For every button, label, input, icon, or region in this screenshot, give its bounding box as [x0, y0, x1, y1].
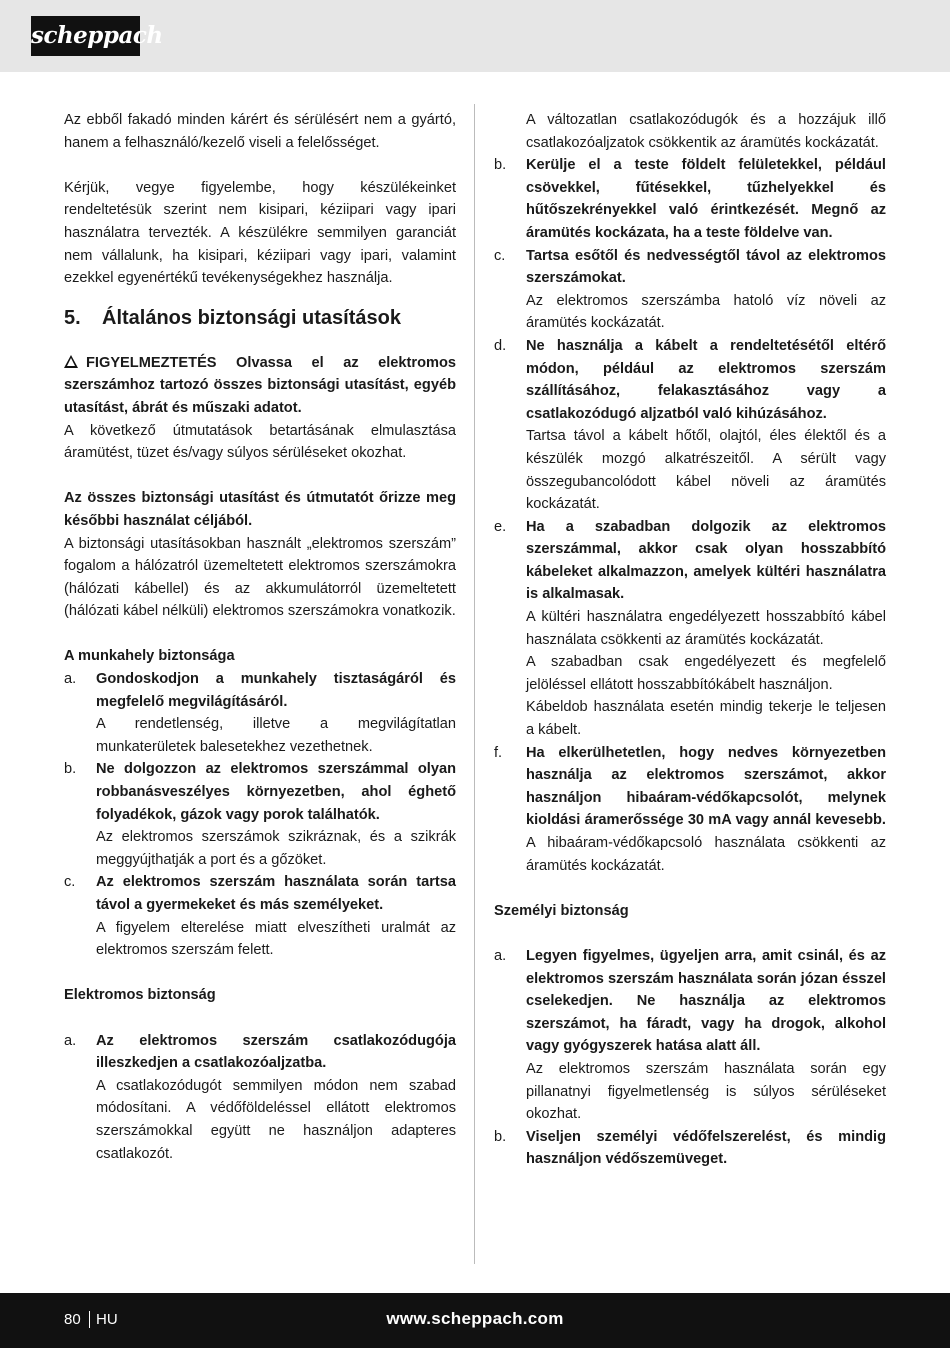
section-heading — [64, 304, 456, 332]
list-item-bold: Kerülje el a teste földelt felületekkel, például csövekkel, fűtésekkel, tűzhelyekkel és hűtőszekrényekkel való érintkezését. Megnő az áramütés kockázata, ha a teste földelve van. — [526, 157, 886, 241]
list-item — [494, 1126, 886, 1171]
right-column — [494, 109, 886, 1171]
page-header — [0, 0, 950, 72]
list-item — [494, 945, 886, 1126]
list-marker: b. — [64, 761, 77, 778]
keep-instructions-text: A biztonsági utasításokban használt „elektromos szerszám” fogalom a hálózatról üzemeltetett elektromos szerszámokra (hálózati kábellel) és az akkumulátorról üzemeltetett (hálózati kábel nélküli) elektromos szerszámokra vonatkozik. — [64, 535, 456, 620]
list-marker: f. — [494, 744, 503, 761]
section-number: 5. — [64, 306, 81, 329]
list-item-text: A szabadban csak engedélyezett és megfelelő jelöléssel ellátott hosszabbítókábelt használjon. — [526, 654, 886, 693]
electrical-heading: Elektromos biztonság — [64, 987, 216, 1004]
list-item-bold: Ne dolgozzon az elektromos szerszámmal olyan robbanásveszélyes környezetben, ahol éghető folyadékok, gázok vagy porok találhatók. — [96, 761, 456, 823]
warning-bold-text: FIGYELMEZTETÉS Olvassa el az elektromos szerszámhoz tartozó összes biztonsági utasítást, egyéb utasítást, ábrát és műszaki adatot. — [64, 354, 456, 416]
list-item — [64, 871, 456, 961]
list-item — [494, 154, 886, 244]
page-number: 80 — [64, 1311, 81, 1328]
list-item-text: A hibaáram-védőkapcsoló használata csökkenti az áramütés kockázatát. — [526, 835, 886, 874]
list-item-mixed — [526, 742, 886, 878]
keep-instructions-bold: Az összes biztonsági utasítást és útmutatót őrizze meg későbbi használat céljából. — [64, 490, 456, 529]
list-marker: c. — [494, 247, 506, 264]
list-item-bold: Viseljen személyi védőfelszerelést, és mindig használjon védőszemüveget. — [526, 1128, 886, 1168]
list-item-text: Kábeldob használata esetén mindig tekerje le teljesen a kábelt. — [526, 699, 886, 739]
list-item — [494, 516, 886, 742]
list-item-bold: Ne használja a kábelt a rendeltetésétől eltérő módon, például az elektromos szerszám szállításához, felakasztásához vagy a csatlakozódugó aljzatból való kihúzásához. — [526, 337, 886, 422]
column-divider — [474, 104, 475, 1264]
list-marker: e. — [494, 518, 507, 535]
list-item-text: A csatlakozódugót semmilyen módon nem szabad módosítani. A védőföldeléssel ellátott elektromos szerszámokkal együtt ne használjon adapteres csatlakozót. — [96, 1077, 456, 1162]
warning-paragraph — [64, 352, 456, 420]
page-footer — [0, 1293, 950, 1348]
list-marker: d. — [494, 337, 507, 354]
workplace-heading: A munkahely biztonsága — [64, 648, 235, 665]
list-item — [494, 245, 886, 335]
list-marker: a. — [64, 671, 77, 688]
list-item-bold: Legyen figyelmes, ügyeljen arra, amit csinál, és az elektromos szerszám használata során józan ésszel cselekedjen. Ne használja az elektromos szerszámot, ha fáradt, vagy ha drogok, alkohol vagy gyógyszerek hatása alatt áll. — [526, 947, 886, 1055]
list-item — [64, 1030, 456, 1166]
language-code: HU — [96, 1311, 118, 1328]
list-item — [494, 742, 886, 878]
warning-triangle-icon — [64, 355, 78, 368]
list-item-bold: Az elektromos szerszám használata során tartsa távol a gyermekeket és más személyeket. — [96, 874, 456, 913]
list-item — [64, 758, 456, 871]
list-item-text: Tartsa távol a kábelt hőtől, olajtól, éles élektől és a készülék mozgó alkatrészeitől. A sérült vagy összegubancolódott kábel növeli az áramütés kockázatát. — [526, 428, 886, 513]
liability-paragraph: Az ebből fakadó minden kárért és sérülésért nem a gyártó, hanem a felhasználó/kezelő viseli a felelősséget. — [64, 112, 456, 151]
list-item-bold: Gondoskodjon a munkahely tisztaságáról és megfelelő megvilágításáról. — [96, 671, 456, 710]
list-item-bold: Az elektromos szerszám csatlakozódugója illeszkedjen a csatlakozóaljzatba. — [96, 1032, 456, 1072]
list-marker: c. — [64, 874, 76, 891]
list-item-text: Az elektromos szerszám használata során egy pillanatnyi figyelmetlenség is súlyos sérüléseket okozhat. — [526, 1060, 886, 1123]
website-link[interactable]: www.scheppach.com — [386, 1309, 564, 1328]
list-item-bold: Ha elkerülhetetlen, hogy nedves környezetben használja az elektromos szerszámot, akkor használjon hibaáram-védőkapcsolót, melynek kioldási áramerőssége 30 mA vagy annál kevesebb. — [526, 744, 886, 829]
list-marker: a. — [64, 1032, 77, 1049]
list-item-text: A figyelem elterelése miatt elveszítheti uralmát az elektromos szerszám felett. — [96, 919, 456, 959]
list-item-bold: Ha a szabadban dolgozik az elektromos szerszámmal, akkor csak olyan hosszabbító kábeleket alkalmazzon, amelyek kültéri használatra is alkalmasak. — [526, 518, 886, 603]
list-item-text: A rendetlenség, illetve a megvilágítatlan munkaterületek balesetekhez vezethetnek. — [96, 716, 456, 755]
section-title: Általános biztonsági utasítások — [102, 306, 401, 329]
list-item-text: Az elektromos szerszámba hatoló víz növeli az áramütés kockázatát. — [526, 292, 886, 332]
list-marker: b. — [494, 157, 507, 174]
list-item — [494, 335, 886, 516]
list-marker: b. — [494, 1128, 507, 1145]
intended-use-paragraph: Kérjük, vegye figyelembe, hogy készülékeinket rendeltetésük szerint nem kisipari, kéziipari vagy ipari használatra tervezték. A készülékre semmilyen garanciát nem vállalunk, ha kisipari, kéziipari vagy ipari, valamint ezekkel egyenértékű tevékenységekhez használja. — [64, 179, 456, 287]
list-item-text: Az elektromos szerszámok szikráznak, és a szikrák meggyújthatják a port és a gőzöket. — [96, 829, 456, 868]
warning-text: A következő útmutatások betartásának elmulasztása áramütést, tüzet és/vagy súlyos sérüléseket okozhat. — [64, 422, 456, 462]
list-item-text: A kültéri használatra engedélyezett hosszabbító kábel használata csökkenti az áramütés kockázatát. — [526, 609, 886, 648]
list-item-bold: Tartsa esőtől és nedvességtől távol az elektromos szerszámokat. — [526, 247, 886, 287]
left-column — [64, 109, 456, 1165]
list-item — [64, 668, 456, 758]
list-item-continuation — [494, 109, 886, 154]
personal-safety-heading: Személyi biztonság — [494, 902, 629, 919]
list-marker: a. — [494, 947, 507, 964]
scheppach-logo: scheppach — [31, 16, 140, 56]
list-item-text: A változatlan csatlakozódugók és a hozzájuk illő csatlakozóaljzatok csökkentik az áramütés kockázatát. — [526, 112, 886, 151]
